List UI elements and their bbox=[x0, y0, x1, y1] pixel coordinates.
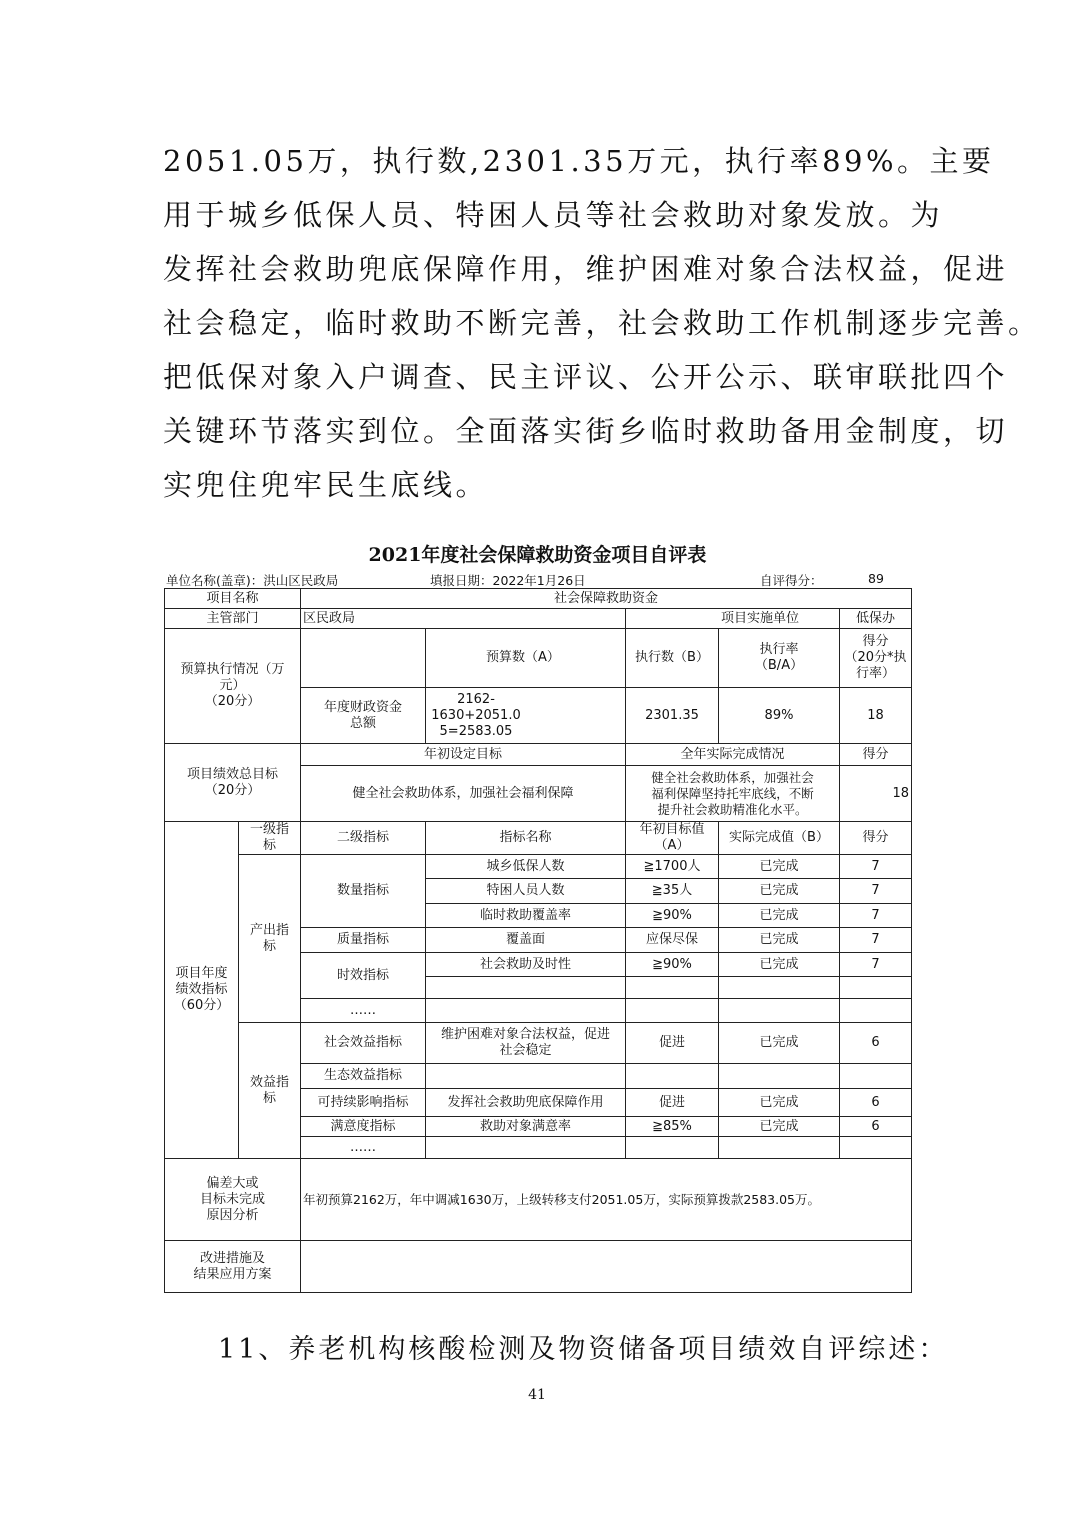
empty-cell bbox=[840, 1137, 912, 1159]
empty-cell bbox=[426, 1064, 626, 1089]
label-line: （B/A） bbox=[754, 658, 804, 673]
indicator-name: 城乡低保人数 bbox=[426, 855, 626, 879]
level1-header bbox=[239, 822, 301, 855]
indicator-score: 7 bbox=[840, 855, 912, 879]
indicator-score: 7 bbox=[840, 904, 912, 928]
table-row bbox=[165, 589, 912, 609]
empty-cell bbox=[626, 999, 719, 1023]
indicator-target: ≧1700人 bbox=[626, 855, 719, 879]
target-header: 年初设定目标 bbox=[301, 744, 626, 766]
indicator-target: ≧90% bbox=[626, 904, 719, 928]
indicator-name bbox=[426, 1023, 626, 1064]
indicators-section-label bbox=[165, 822, 239, 1159]
indicator-name: 发挥社会救助兜底保障作用 bbox=[426, 1089, 626, 1117]
label-line: 项目年度 bbox=[175, 966, 228, 981]
label-line: 2162- bbox=[457, 691, 495, 707]
table-row bbox=[165, 609, 912, 629]
quality-indicator: 质量指标 bbox=[301, 928, 426, 953]
label-line: 执行率 bbox=[759, 642, 799, 657]
table-row bbox=[165, 822, 912, 855]
indicator-name: 临时救助覆盖率 bbox=[426, 904, 626, 928]
label-line: 改进措施及 bbox=[199, 1250, 265, 1266]
benefit-indicator-group bbox=[239, 1023, 301, 1159]
empty-cell bbox=[840, 1064, 912, 1089]
eco-benefit-indicator: 生态效益指标 bbox=[301, 1064, 426, 1089]
paragraph-line: 2051.05万，执行数,2301.35万元，执行率89%。主要 bbox=[163, 144, 995, 178]
indicator-target: ≧35人 bbox=[626, 879, 719, 904]
indicator-actual: 已完成 bbox=[719, 953, 840, 977]
paragraph-line: 发挥社会救助兜底保障作用，维护困难对象合法权益，促进 bbox=[163, 252, 1009, 286]
label-line: 提升社会救助精准化水平。 bbox=[657, 801, 808, 817]
label-line: 维护困难对象合法权益，促进 bbox=[440, 1027, 610, 1042]
indicator-name: 覆盖面 bbox=[426, 928, 626, 953]
empty-cell bbox=[840, 977, 912, 999]
indicator-actual: 已完成 bbox=[719, 904, 840, 928]
ellipsis: …… bbox=[301, 999, 426, 1023]
indicator-score: 6 bbox=[840, 1089, 912, 1117]
label-line: 5=2583.05 bbox=[439, 723, 513, 739]
executed-header: 执行数（B） bbox=[626, 629, 719, 688]
rate-value: 89% bbox=[719, 688, 840, 744]
label-line: （A） bbox=[654, 838, 690, 853]
label-line: 年度财政资金 bbox=[323, 699, 402, 715]
table-row bbox=[165, 1159, 912, 1241]
social-benefit-indicator: 社会效益指标 bbox=[301, 1023, 426, 1064]
budget-header-a: 预算数（A） bbox=[486, 650, 560, 665]
project-name-label: 项目名称 bbox=[165, 589, 301, 609]
indicator-target: 促进 bbox=[626, 1023, 719, 1064]
empty-cell bbox=[626, 977, 719, 999]
timeliness-indicator: 时效指标 bbox=[301, 953, 426, 999]
indicator-actual: 已完成 bbox=[719, 1023, 840, 1064]
score-header: 得分 bbox=[840, 744, 912, 766]
empty-cell bbox=[719, 1137, 840, 1159]
dept-label: 主管部门 bbox=[165, 609, 301, 629]
budget-section-label bbox=[165, 629, 301, 744]
indicator-target: ≧85% bbox=[626, 1117, 719, 1137]
improvement-text bbox=[301, 1241, 912, 1293]
empty-cell bbox=[426, 977, 626, 999]
label-line: 目标未完成 bbox=[199, 1191, 265, 1207]
label-line: （60分） bbox=[173, 998, 230, 1013]
table-row bbox=[165, 629, 912, 688]
indicator-name: 社会救助及时性 bbox=[426, 953, 626, 977]
label-line: （20分*执行率） bbox=[844, 650, 907, 681]
label-line: 1630+2051.0 bbox=[431, 707, 521, 723]
project-name-value: 社会保障救助资金 bbox=[301, 589, 912, 609]
label-line: 绩效指标 bbox=[175, 982, 228, 997]
label-line: （20分） bbox=[204, 694, 261, 709]
empty-cell bbox=[426, 1137, 626, 1159]
label-line: 总额 bbox=[349, 715, 376, 731]
self-score-value: 89 bbox=[868, 571, 884, 586]
label-line: 元） bbox=[219, 678, 246, 693]
label-line: 标 bbox=[262, 838, 276, 853]
empty-cell bbox=[719, 1064, 840, 1089]
indicator-actual: 已完成 bbox=[719, 1089, 840, 1117]
label-line: 标 bbox=[262, 1090, 276, 1106]
indicator-score-header: 得分 bbox=[840, 822, 912, 855]
indicator-actual: 已完成 bbox=[719, 928, 840, 953]
empty-cell bbox=[626, 1137, 719, 1159]
rate-header bbox=[719, 629, 840, 688]
table-row bbox=[165, 1241, 912, 1293]
indicator-name: 特困人员人数 bbox=[426, 879, 626, 904]
indicator-score: 6 bbox=[840, 1023, 912, 1064]
paragraph-line: 用于城乡低保人员、特困人员等社会救助对象发放。为 bbox=[163, 198, 944, 232]
page-number: 41 bbox=[528, 1387, 546, 1403]
empty-cell bbox=[840, 999, 912, 1023]
indicator-actual: 已完成 bbox=[719, 855, 840, 879]
label-line: 年初目标值 bbox=[639, 822, 705, 837]
indicator-name-header: 指标名称 bbox=[426, 822, 626, 855]
empty-cell bbox=[426, 999, 626, 1023]
overall-goal-label bbox=[165, 744, 301, 822]
label-line: 预算执行情况（万 bbox=[180, 662, 285, 677]
actual-value-header: 实际完成值（B） bbox=[719, 822, 840, 855]
impl-unit-label: 项目实施单位 bbox=[626, 609, 840, 629]
self-score-label: 自评得分： bbox=[760, 573, 823, 588]
empty-cell bbox=[719, 977, 840, 999]
level2-header: 二级指标 bbox=[301, 822, 426, 855]
indicator-target: 促进 bbox=[626, 1089, 719, 1117]
label-line: 偏差大或 bbox=[206, 1175, 259, 1191]
budget-header bbox=[426, 629, 626, 688]
label-line: 原因分析 bbox=[206, 1207, 259, 1223]
ellipsis: …… bbox=[301, 1137, 426, 1159]
indicator-name: 救助对象满意率 bbox=[426, 1117, 626, 1137]
score-header bbox=[840, 629, 912, 688]
impl-unit-value: 低保办 bbox=[840, 609, 912, 629]
indicator-target: ≧90% bbox=[626, 953, 719, 977]
table-row bbox=[165, 1023, 912, 1064]
output-indicator-group bbox=[239, 855, 301, 1023]
indicator-score: 7 bbox=[840, 879, 912, 904]
evaluation-table bbox=[164, 588, 912, 1293]
label-line: 结果应用方案 bbox=[193, 1266, 272, 1282]
table-title: 2021年度社会保障救助资金项目自评表 bbox=[368, 544, 707, 566]
indicator-score: 7 bbox=[840, 953, 912, 977]
indicator-score: 6 bbox=[840, 1117, 912, 1137]
paragraph-line: 把低保对象入户调查、民主评议、公开公示、联审联批四个 bbox=[163, 360, 1009, 394]
actual-header: 全年实际完成情况 bbox=[626, 744, 840, 766]
empty-cell bbox=[719, 999, 840, 1023]
annual-funds-label bbox=[301, 688, 426, 744]
paragraph-line: 社会稳定，临时救助不断完善，社会救助工作机制逐步完善。 bbox=[163, 306, 1041, 340]
table-row bbox=[165, 855, 912, 879]
table-row bbox=[165, 744, 912, 766]
label-line: 福利保障坚持托牢底线，不断 bbox=[651, 785, 814, 801]
label-line: 健全社会救助体系，加强社会 bbox=[651, 769, 814, 785]
next-section-heading: 11、养老机构核酸检测及物资储备项目绩效自评综述： bbox=[218, 1334, 949, 1365]
deviation-text: 年初预算2162万，年中调减1630万，上级转移支付2051.05万，实际预算拨款2583.05万。 bbox=[301, 1159, 912, 1241]
label-line: 效益指 bbox=[249, 1074, 289, 1090]
label-line: 社会稳定 bbox=[499, 1043, 552, 1058]
executed-value: 2301.35 bbox=[626, 688, 719, 744]
label-line: （20分） bbox=[204, 782, 261, 798]
paragraph-line: 实兜住兜牢民生底线。 bbox=[163, 468, 489, 502]
indicator-actual: 已完成 bbox=[719, 879, 840, 904]
indicator-score: 7 bbox=[840, 928, 912, 953]
target-text: 健全社会救助体系，加强社会福利保障 bbox=[301, 766, 626, 822]
unit-name: 单位名称(盖章)：洪山区民政局 bbox=[166, 573, 339, 588]
label-line: 得分 bbox=[862, 634, 889, 649]
empty-cell bbox=[301, 629, 426, 688]
sustainability-indicator: 可持续影响指标 bbox=[301, 1089, 426, 1117]
indicator-target: 应保尽保 bbox=[626, 928, 719, 953]
label-line: 标 bbox=[262, 938, 276, 954]
indicator-actual: 已完成 bbox=[719, 1117, 840, 1137]
deviation-label bbox=[165, 1159, 301, 1241]
target-value-header bbox=[626, 822, 719, 855]
overall-score: 18 bbox=[840, 766, 912, 822]
label-line: 项目绩效总目标 bbox=[186, 766, 278, 782]
satisfaction-indicator: 满意度指标 bbox=[301, 1117, 426, 1137]
dept-value: 区民政局 bbox=[301, 609, 626, 629]
budget-score-value: 18 bbox=[840, 688, 912, 744]
quantity-indicator: 数量指标 bbox=[301, 855, 426, 928]
improvement-label bbox=[165, 1241, 301, 1293]
label-line: 一级指 bbox=[249, 822, 289, 837]
paragraph-line: 关键环节落实到位。全面落实街乡临时救助备用金制度，切 bbox=[163, 414, 1009, 448]
budget-value bbox=[426, 688, 626, 744]
empty-cell bbox=[626, 1064, 719, 1089]
actual-text bbox=[626, 766, 840, 822]
intro-paragraph bbox=[163, 134, 1041, 512]
label-line: 产出指 bbox=[249, 922, 289, 938]
fill-date: 填报日期：2022年1月26日 bbox=[430, 573, 586, 588]
